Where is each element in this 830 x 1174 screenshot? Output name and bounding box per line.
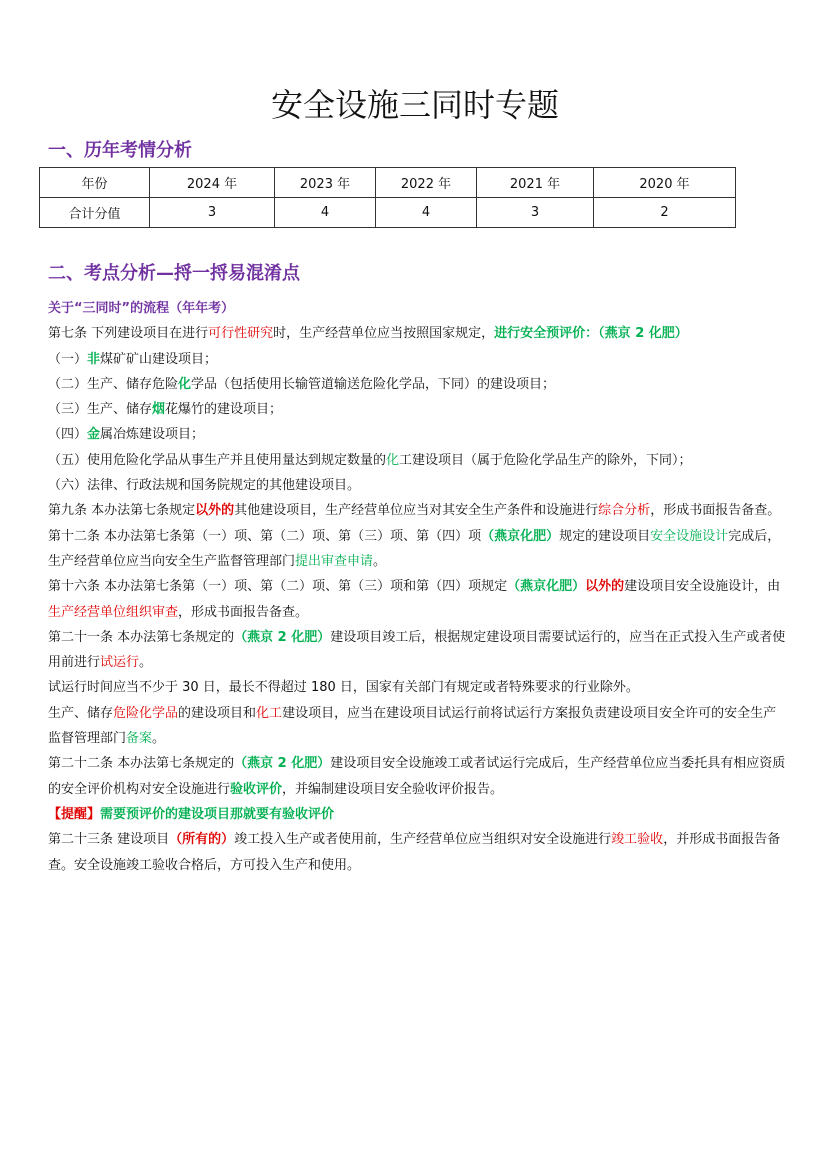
score-table [39, 167, 736, 228]
list-item: （四）金属冶炼建设项目； [48, 427, 205, 443]
section-heading-exam-analysis: 一、历年考情分析 [48, 140, 192, 161]
article-21: 第二十一条 本办法第七条规定的（燕京 2 化肥）建设项目竣工后，根据规定建设项目需要试运行的，应当在正式投入生产或者使用前进行试运行。 [48, 629, 786, 671]
list-item: （二）生产、储存危险化学品（包括使用长输管道输送危险化学品，下同）的建设项目； [48, 376, 556, 392]
table-cell: 2023 年 [275, 168, 376, 198]
list-item: （三）生产、储存烟花爆竹的建设项目； [48, 402, 283, 418]
list-item: （五）使用危险化学品从事生产并且使用量达到规定数量的化工建设项目（属于危险化学品生产的除外，下同）； [48, 452, 692, 468]
page-title: 安全设施三同时专题 [270, 86, 559, 124]
table-cell: 2 [594, 198, 736, 228]
list-item: （一）非煤矿矿山建设项目； [48, 351, 218, 367]
sub-heading: 关于“三同时”的流程（年年考） [48, 301, 235, 316]
table-cell: 3 [150, 198, 275, 228]
hazardous-chemicals-paragraph: 生产、储存危险化学品的建设项目和化工建设项目，应当在建设项目试运行前将试运行方案报负责建设项目安全许可的安全生产监督管理部门备案。 [48, 705, 777, 747]
article-7: 第七条 下列建设项目在进行可行性研究时，生产经营单位应当按照国家规定，进行安全预评价：（燕京 2 化肥） [48, 326, 688, 342]
table-row [40, 198, 736, 228]
list-item: （六）法律、行政法规和国务院规定的其他建设项目。 [48, 478, 361, 494]
section-heading-key-points: 二、考点分析—捋一捋易混淆点 [48, 263, 300, 284]
table-cell: 合计分值 [40, 198, 150, 228]
article-22: 第二十二条 本办法第七条规定的（燕京 2 化肥）建设项目安全设施竣工或者试运行完成后，生产经营单位应当委托具有相应资质的安全评价机构对安全设施进行验收评价，并编制建设项目安全验收评价报告。 [48, 756, 786, 797]
reminder-note: 【提醒】需要预评价的建设项目那就要有验收评价 [48, 806, 335, 822]
table-cell: 2021 年 [477, 168, 594, 198]
table-cell: 2022 年 [376, 168, 477, 198]
article-16: 第十六条 本办法第七条第（一）项、第（二）项、第（三）项和第（四）项规定（燕京化肥）以外的建设项目安全设施设计，由生产经营单位组织审查，形成书面报告备查。 [48, 579, 781, 620]
trial-run-paragraph: 试运行时间应当不少于 30 日，最长不得超过 180 日，国家有关部门有规定或者特殊要求的行业除外。 [48, 680, 639, 696]
table-cell: 3 [477, 198, 594, 228]
table-cell: 4 [376, 198, 477, 228]
table-cell: 4 [275, 198, 376, 228]
article-12: 第十二条 本办法第七条第（一）项、第（二）项、第（三）项、第（四）项（燕京化肥）规定的建设项目安全设施设计完成后，生产经营单位应当向安全生产监督管理部门提出审查申请。 [48, 528, 781, 569]
table-header-row [40, 168, 736, 198]
table-cell: 年份 [40, 168, 150, 198]
table-cell: 2024 年 [150, 168, 275, 198]
table-cell: 2020 年 [594, 168, 736, 198]
article-body [48, 296, 788, 878]
article-9: 第九条 本办法第七条规定以外的其他建设项目，生产经营单位应当对其安全生产条件和设施进行综合分析，形成书面报告备查。 [48, 503, 781, 519]
article-23: 第二十三条 建设项目（所有的）竣工投入生产或者使用前，生产经营单位应当组织对安全设施进行竣工验收，并形成书面报告备查。安全设施竣工验收合格后，方可投入生产和使用。 [48, 832, 781, 873]
